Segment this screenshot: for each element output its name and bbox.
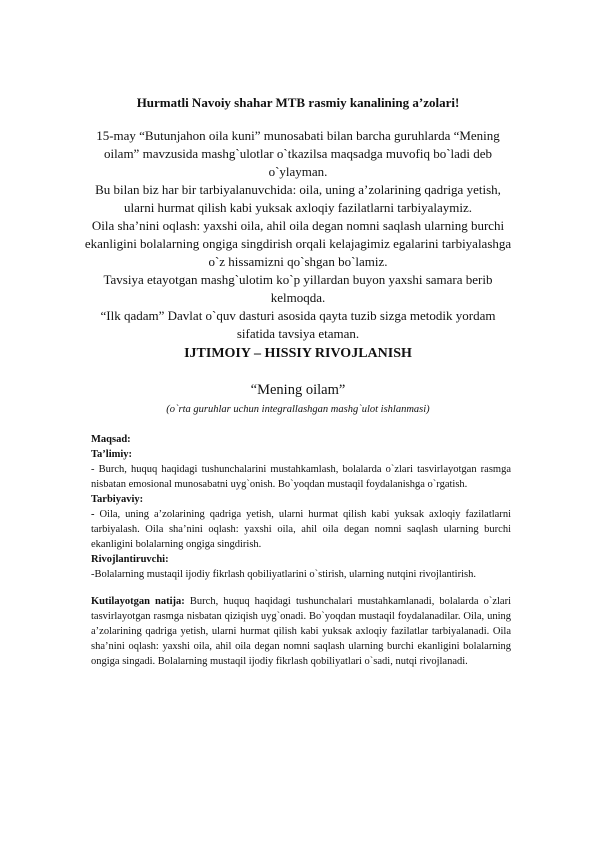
section-title: IJTIMOIY – HISSIY RIVOJLANISH [184, 346, 412, 361]
intro-paragraph: Tavsiya etayotgan mashg`ulotim ko`p yillardan buyon yaxshi samara berib kelmoqda. [103, 272, 493, 305]
intro-paragraph: Oila sha’nini oqlash: yaxshi oila, ahil oila degan nomni saqlash ularning burchi ekanligini bolalarning ongiga singdirish orqali kelajagimiz egalarini tarbiyalashga o`z hissamizni qo`shgan bo`lamiz. [84, 218, 512, 269]
tarbiyaviy-text: Oila, uning a’zolarining qadriga yetish, ularni hurmat qilish kabi yuksak axloqiy fazilatlarni tarbiyalash. Oila sha’nini oqlash: yaxshi oila, ahil oila degan nomni saqlash ularning burchi ekanligini bolalarning ongiga singdirish. [91, 509, 511, 550]
rivojlantiruvchi-text: -Bolalarning mustaqil ijodiy fikrlash qobiliyatlarini o`stirish, ularning nutqini rivojlantirish. [91, 569, 476, 580]
lesson-subtitle: (o`rta guruhlar uchun integrallashgan mashg`ulot ishlanmasi) [166, 404, 430, 415]
greeting-heading: Hurmatli Navoiy shahar MTB rasmiy kanalining a’zolari! [136, 95, 460, 110]
lesson-body [91, 432, 511, 669]
spacer [91, 582, 511, 594]
tarbiyaviy-label: Tarbiyaviy: [91, 494, 144, 505]
intro-paragraph: “Ilk qadam” Davlat o`quv dasturi asosida qayta tuzib sizga metodik yordam sifatida tavsiya etaman. [100, 308, 496, 341]
natija-text: Burch, huquq haqidagi tushunchalari mustahkamlanadi, bolalarda o`zlari tasvirlayotgan rasmga nisbatan qiziqish uyg`onadi. Bo`yoqdan mustaqil foydalanadilar. Oila, uning a’zolarining qadriga yetish, ularni hurmat qilish kabi yuksak axloqiy fazilatlar tarbiyalanadi. Oila sha’nini oqlash: yaxshi oila, ahil oila degan nomni saqlash ularning burchi ekanligini bolalarning ongiga singadi. Bolalarning mustaqil ijodiy fikrlash qobiliyatlari o`sadi, nutqi rivojlanadi. [91, 596, 512, 667]
maqsad-label: Maqsad: [91, 434, 131, 445]
tarbiyaviy-dash: - [91, 509, 95, 520]
tarbiyaviy-paragraph [91, 507, 511, 552]
intro-paragraph: Bu bilan biz har bir tarbiyalanuvchida: oila, uning a’zolarining qadriga yetish, ularni hurmat qilish kabi yuksak axloqiy fazilatlarni tarbiyalaymiz. [95, 182, 501, 215]
natija-label: Kutilayotgan natija: [91, 596, 185, 607]
natija-paragraph [91, 594, 511, 669]
intro-block [80, 127, 516, 343]
talimiy-text: - Burch, huquq haqidagi tushunchalarini mustahkamlash, bolalarda o`zlari tasvirlayotgan rasmga nisbatan emosional munosabatni uyg`onish. Bo`yoqdan mustaqil foydalanishga o`rgatish. [91, 464, 511, 490]
talimiy-label: Ta’limiy: [91, 449, 133, 460]
lesson-title: “Mening oilam” [250, 382, 346, 398]
intro-paragraph: 15-may “Butunjahon oila kuni” munosabati bilan barcha guruhlarda “Mening oilam” mavzusida mashg`ulotlar o`tkazilsa maqsadga muvofiq bo`ladi deb o`ylayman. [96, 128, 500, 179]
rivojlantiruvchi-label: Rivojlantiruvchi: [91, 554, 169, 565]
